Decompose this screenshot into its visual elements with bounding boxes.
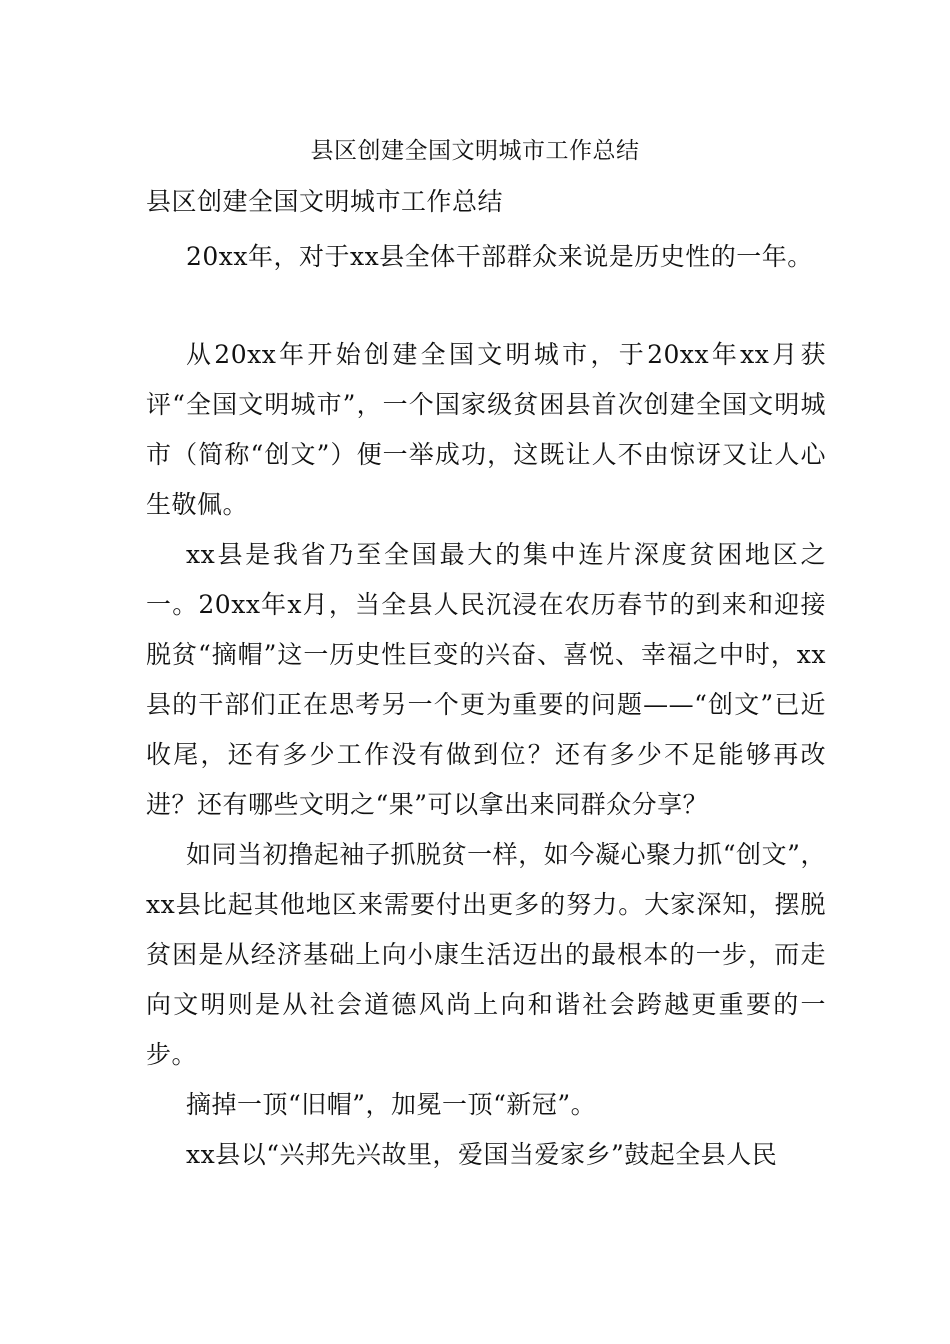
document-body	[146, 232, 826, 1180]
paragraph-2: 从20xx年开始创建全国文明城市，于20xx年xx月获评“全国文明城市”，一个国家级贫困县首次创建全国文明城市（简称“创文”）便一举成功，这既让人不由惊讶又让人心生敬佩。	[146, 340, 826, 519]
document-subtitle: 县区创建全国文明城市工作总结	[146, 187, 504, 216]
document-title: 县区创建全国文明城市工作总结	[310, 138, 640, 164]
paragraph-6: xx县以“兴邦先兴故里，爱国当爱家乡”鼓起全县人民	[186, 1140, 778, 1169]
paragraph-1: 20xx年，对于xx县全体干部群众来说是历史性的一年。	[186, 242, 813, 271]
paragraph-3: xx县是我省乃至全国最大的集中连片深度贫困地区之一。20xx年x月，当全县人民沉浸在农历春节的到来和迎接脱贫“摘帽”这一历史性巨变的兴奋、喜悦、幸福之中时，xx县的干部们正在思考另一个更为重要的问题——“创文”已近收尾，还有多少工作没有做到位？还有多少不足能够再改进？还有哪些文明之“果”可以拿出来同群众分享？	[146, 540, 826, 819]
paragraph-4: 如同当初撸起袖子抓脱贫一样，如今凝心聚力抓“创文”，xx县比起其他地区来需要付出更多的努力。大家深知，摆脱贫困是从经济基础上向小康生活迈出的最根本的一步，而走向文明则是从社会道德风尚上向和谐社会跨越更重要的一步。	[146, 840, 826, 1069]
paragraph-5: 摘掉一顶“旧帽”，加冕一顶“新冠”。	[186, 1090, 597, 1119]
